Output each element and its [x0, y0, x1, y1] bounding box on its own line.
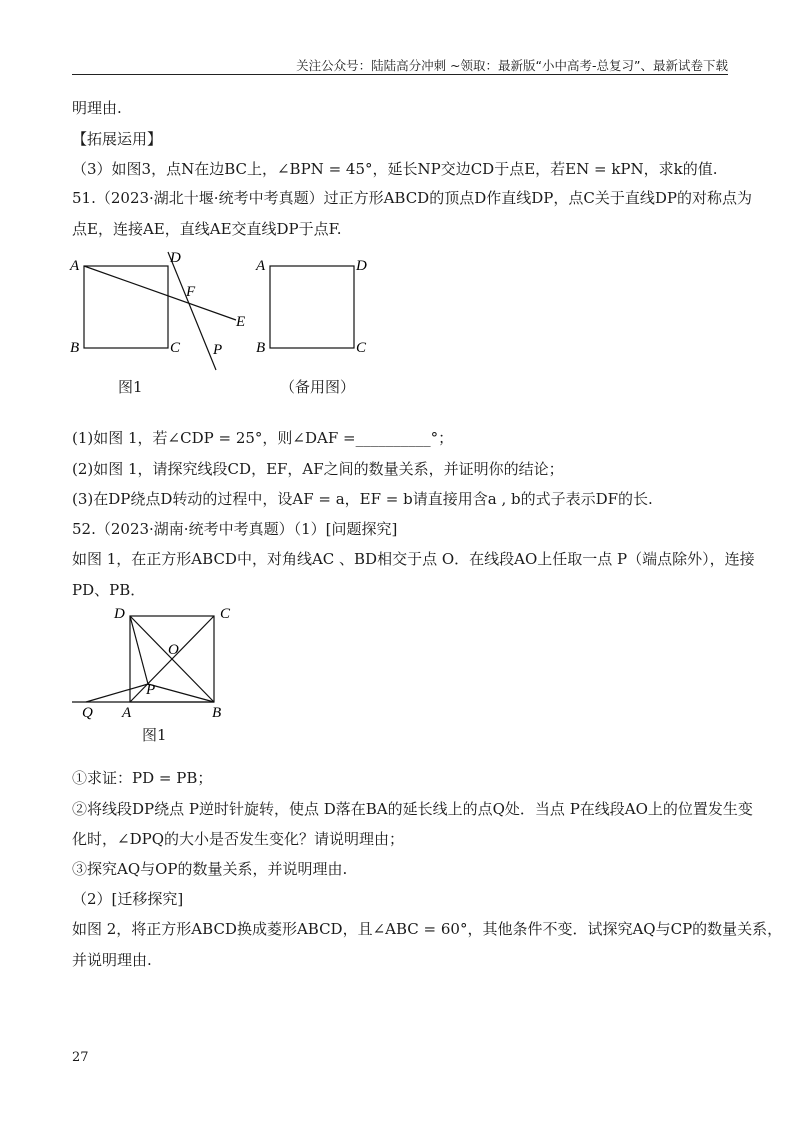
figure-51-backup — [252, 248, 372, 368]
question-52-1: ①求证：PD = PB； — [72, 769, 213, 787]
label-a: A — [122, 705, 132, 721]
label-p: P — [213, 342, 223, 358]
square-abcd — [84, 266, 168, 348]
label-a: A — [256, 258, 266, 274]
text-line: 如图 2，将正方形ABCD换成菱形ABCD，且∠ABC = 60°，其他条件不变．试探究AQ与CP的数量关系， — [72, 920, 783, 938]
label-q: Q — [82, 705, 93, 721]
figure-51-main — [66, 248, 256, 378]
question-52-3: ③探究AQ与OP的数量关系，并说明理由. — [72, 860, 348, 878]
text-line: 明理由. — [72, 99, 122, 117]
page-header: 关注公众号：陆陆高分冲刺 ~领取：最新版“小中高考-总复习”、最新试卷下载 — [296, 58, 728, 73]
question-51-2: (2)如图 1，请探究线段CD，EF，AF之间的数量关系，并证明你的结论； — [72, 460, 564, 478]
problem-51-title: 51.（2023·湖北十堰·统考中考真题）过正方形ABCD的顶点D作直线DP，点C关于直线DP的对称点为 — [72, 189, 752, 207]
figure-caption: 图1 — [142, 726, 167, 744]
text-line: （3）如图3，点N在边BC上，∠BPN = 45°，延长NP交边CD于点E，若EN = kPN，求k的值. — [72, 160, 718, 178]
figure-caption: （备用图） — [280, 378, 356, 396]
section-heading: （2）[迁移探究] — [72, 890, 184, 908]
label-b: B — [70, 340, 80, 356]
page-number: 27 — [72, 1050, 89, 1065]
section-heading: 【拓展运用】 — [72, 130, 163, 148]
label-f: F — [186, 284, 196, 300]
label-p: P — [146, 682, 156, 698]
label-c: C — [170, 340, 181, 356]
figure-52 — [72, 602, 242, 722]
text-line: 并说明理由. — [72, 951, 152, 969]
label-d: D — [170, 250, 181, 266]
label-d: D — [356, 258, 367, 274]
label-c: C — [220, 606, 231, 622]
problem-52-title: 52.（2023·湖南·统考中考真题）（1）[问题探究] — [72, 520, 398, 538]
question-52-2: ②将线段DP绕点 P逆时针旋转，使点 D落在BA的延长线上的点Q处．当点 P在线段AO上的位置发生变 — [72, 800, 753, 818]
question-51-3: (3)在DP绕点D转动的过程中，设AF = a，EF = b请直接用含a , b的式子表示DF的长. — [72, 490, 653, 508]
header-rule — [72, 74, 728, 75]
label-a: A — [70, 258, 80, 274]
label-d: D — [114, 606, 125, 622]
square-abcd-backup — [270, 266, 354, 348]
segment-pb — [148, 684, 214, 702]
text-line: PD、PB． — [72, 581, 146, 599]
figure-caption: 图1 — [118, 378, 143, 396]
label-b: B — [212, 705, 222, 721]
text-line: 如图 1，在正方形ABCD中，对角线AC 、BD相交于点 O．在线段AO上任取一点 P（端点除外），连接 — [72, 550, 755, 568]
label-o: O — [168, 642, 179, 658]
line-ae — [84, 266, 236, 320]
label-c: C — [356, 340, 367, 356]
label-b: B — [256, 340, 266, 356]
segment-pd — [130, 616, 148, 684]
question-51-1: (1)如图 1，若∠CDP = 25°，则∠DAF =__________°； — [72, 429, 454, 447]
label-e: E — [236, 314, 246, 330]
text-line: 化时，∠DPQ的大小是否发生变化？请说明理由； — [72, 830, 404, 848]
text-line: 点E，连接AE，直线AE交直线DP于点F. — [72, 220, 342, 238]
